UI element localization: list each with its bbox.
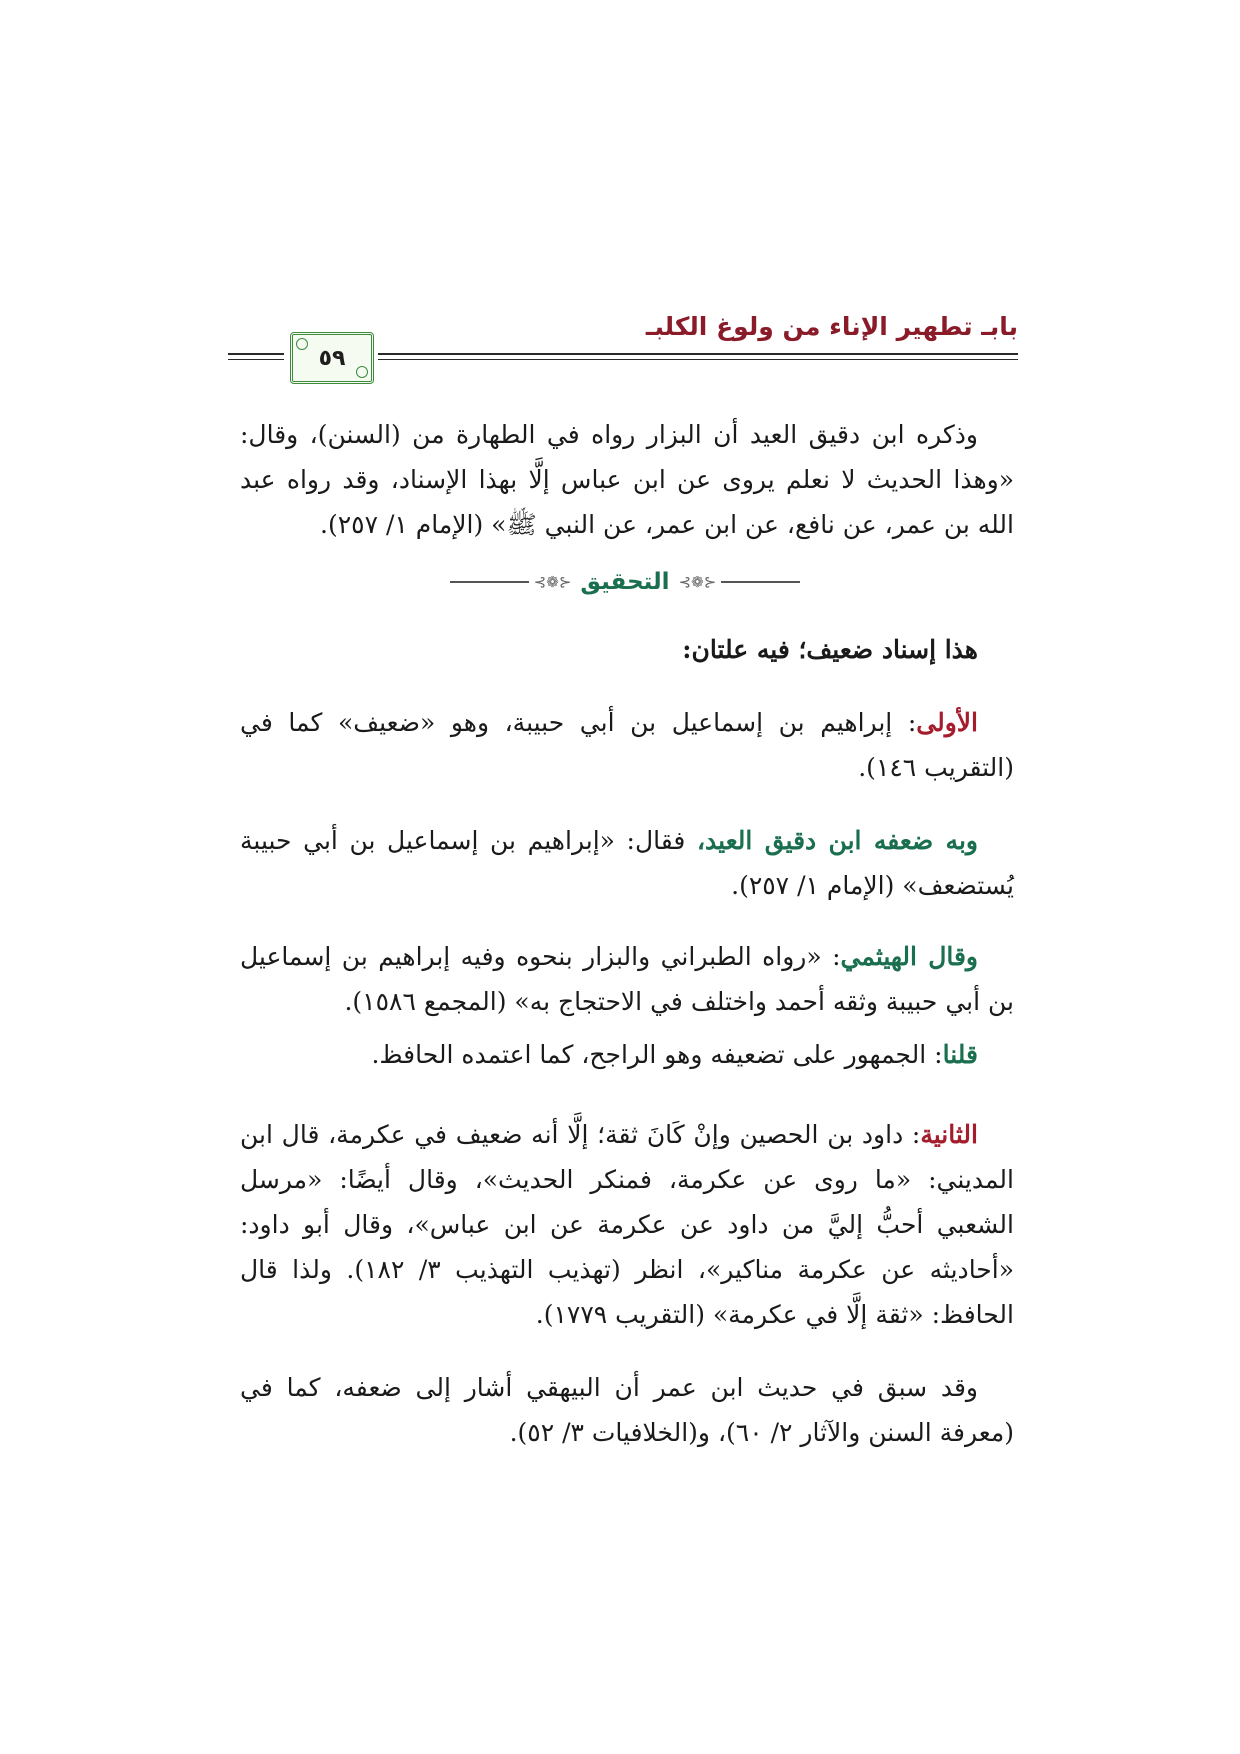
second-defect-paragraph	[240, 1112, 1014, 1337]
page-number: ٥٩	[318, 345, 346, 371]
header-rule-left-top	[228, 353, 284, 355]
separator-rule-right	[721, 581, 800, 583]
header-rule-left-bottom	[228, 359, 284, 360]
first-defect-paragraph	[240, 700, 1014, 790]
closing-block	[240, 1365, 1014, 1455]
ornament-right-icon: ⊰❁⊱	[678, 573, 717, 591]
closing-paragraph: وقد سبق في حديث ابن عمر أن البيهقي أشار إلى ضعفه، كما في (معرفة السنن والآثار ٢/ ٦٠)، و(الخلافيات ٣/ ٥٢).	[240, 1373, 1014, 1447]
ornament-left-icon: ⊰❁⊱	[533, 573, 572, 591]
first-defect-block	[240, 700, 1014, 790]
haythami-label: وقال الهيثمي	[840, 942, 978, 971]
haythami-block	[240, 934, 1014, 1024]
qulna-block	[240, 1032, 1014, 1077]
haythami-paragraph	[240, 934, 1014, 1024]
second-defect-text: : داود بن الحصين وإنْ كَانَ ثقة؛ إلَّا أنه ضعيف في عكرمة، قال ابن المديني: «ما روى عن عكرمة، فمنكر الحديث»، وقال أيضًا: «مرسل الشعبي أحبُّ إليَّ من داود عن عكرمة عن ابن عباس»، وقال أبو داود: «أحاديثه عن عكرمة مناكير»، انظر (تهذيب التهذيب ٣/ ١٨٢). ولذا قال الحافظ: «ثقة إلَّا في عكرمة» (التقريب ١٧٧٩).	[240, 1120, 1015, 1329]
chapter-title: بابـ تطهير الإناء من ولوغ الكلبـ	[645, 312, 1018, 341]
qulna-text: : الجمهور على تضعيفه وهو الراجح، كما اعتمده الحافظ.	[371, 1040, 943, 1069]
qulna-paragraph	[240, 1032, 1014, 1077]
daqiq-paragraph	[240, 818, 1014, 908]
second-defect-label: الثانية	[920, 1120, 978, 1149]
page-number-badge	[290, 332, 374, 384]
separator-rule-left	[450, 581, 529, 583]
section-separator	[450, 567, 800, 597]
first-defect-label: الأولى	[916, 708, 978, 737]
verdict-line: هذا إسناد ضعيف؛ فيه علتان:	[682, 635, 978, 664]
daqiq-label: وبه ضعفه ابن دقيق العيد،	[696, 826, 978, 855]
header-rule-top	[378, 353, 1018, 355]
first-defect-text: : إبراهيم بن إسماعيل بن أبي حبيبة، وهو «ضعيف» كما في (التقريب ١٤٦).	[240, 708, 1014, 782]
qulna-label: قلنا	[942, 1040, 978, 1069]
intro-paragraph: وذكره ابن دقيق العيد أن البزار رواه في الطهارة من (السنن)، وقال: «وهذا الحديث لا نعلم يروى عن ابن عباس إلَّا بهذا الإسناد، وقد رواه عبد الله بن عمر، عن نافع، عن ابن عمر، عن النبي ﷺ» (الإمام ١/ ٢٥٧).	[240, 420, 1014, 539]
header-rule-bottom	[378, 359, 1018, 360]
second-defect-block	[240, 1112, 1014, 1337]
section-title: التحقيق	[580, 569, 670, 595]
daqiq-block	[240, 818, 1014, 908]
intro-block	[240, 412, 1014, 547]
verdict-block	[240, 627, 1014, 672]
daqiq-text: فقال: «إبراهيم بن إسماعيل بن أبي حبيبة يُستضعف» (الإمام ١/ ٢٥٧).	[240, 826, 1014, 900]
haythami-text: : «رواه الطبراني والبزار بنحوه وفيه إبراهيم بن إسماعيل بن أبي حبيبة وثقه أحمد واختلف في الاحتجاج به» (المجمع ١٥٨٦).	[240, 942, 1014, 1016]
page-header	[228, 312, 1018, 382]
